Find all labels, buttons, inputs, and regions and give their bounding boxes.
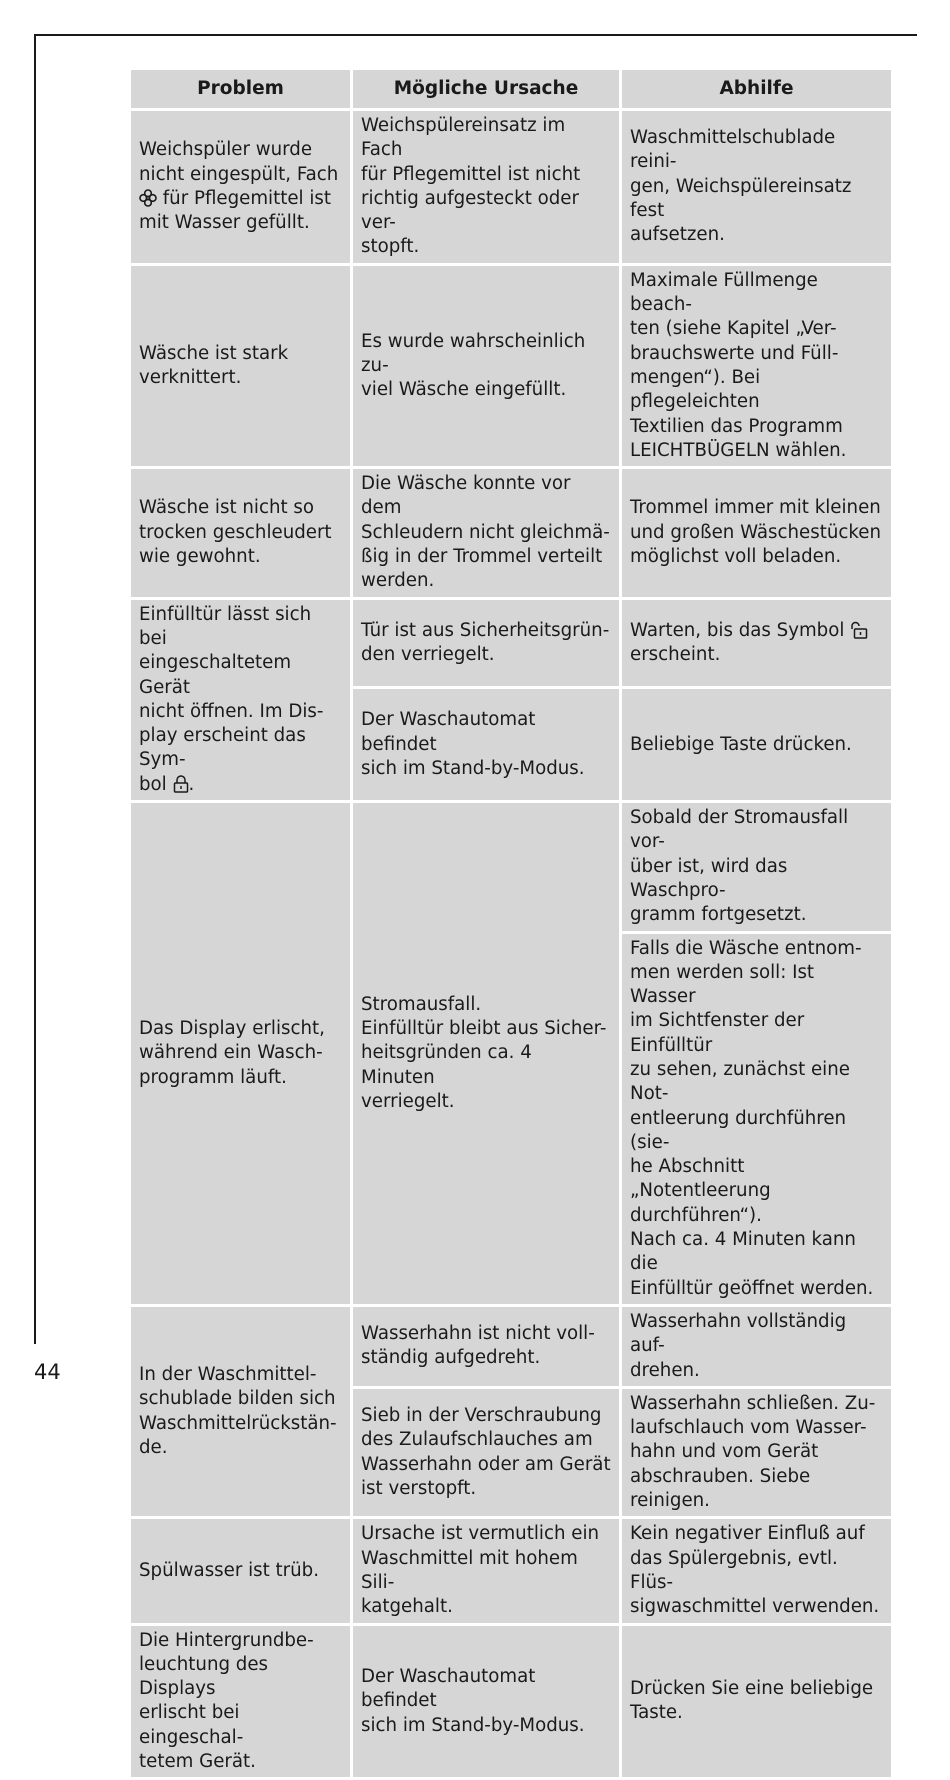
table-row bbox=[131, 600, 891, 687]
cause-cell: Stromausfall. Einfülltür bleibt aus Sicher- heitsgründen ca. 4 Minuten verriegelt. bbox=[353, 803, 619, 1304]
remedy-cell: Wasserhahn schließen. Zu- laufschlauch vom Wasser- hahn und vom Gerät abschrauben. Siebe reinigen. bbox=[622, 1389, 891, 1516]
problem-text-part: Weichspüler wurde nicht eingespült, Fach bbox=[139, 139, 339, 185]
cause-cell: Wasserhahn ist nicht voll- ständig aufgedreht. bbox=[353, 1307, 619, 1386]
table-row bbox=[131, 1626, 891, 1778]
lock-open-icon bbox=[850, 621, 868, 639]
remedy-cell: Warten, bis das Symbol erscheint. bbox=[622, 600, 891, 687]
table-row bbox=[131, 111, 891, 263]
problem-text-part: für Pflegemittel ist mit Wasser gefüllt. bbox=[139, 187, 332, 234]
remedy-cell: Trommel immer mit kleinen und großen Wäschestücken möglichst voll beladen. bbox=[622, 469, 891, 596]
remedy-cell: Kein negativer Einfluß auf das Spülergebnis, evtl. Flüs- sigwaschmittel verwenden. bbox=[622, 1519, 891, 1622]
table-header-row bbox=[131, 70, 891, 108]
problem-cell: Wäsche ist nicht so trocken geschleudert wie gewohnt. bbox=[131, 469, 350, 596]
frame-left-rule bbox=[34, 34, 36, 1344]
header-remedy: Abhilfe bbox=[622, 70, 891, 108]
table-row bbox=[131, 469, 891, 596]
cause-cell: Ursache ist vermutlich ein Waschmittel mit hohem Sili- katgehalt. bbox=[353, 1519, 619, 1622]
problem-cell bbox=[131, 111, 350, 263]
remedy-cell: Drücken Sie eine beliebige Taste. bbox=[622, 1626, 891, 1778]
lock-icon bbox=[173, 775, 189, 793]
header-cause: Mögliche Ursache bbox=[353, 70, 619, 108]
problem-cell: Wäsche ist stark verknittert. bbox=[131, 266, 350, 466]
problem-cell: Das Display erlischt, während ein Wasch- programm läuft. bbox=[131, 803, 350, 1304]
table-row bbox=[131, 266, 891, 466]
remedy-cell: Sobald der Stromausfall vor- über ist, wird das Waschpro- gramm fortgesetzt. bbox=[622, 803, 891, 930]
table-row bbox=[131, 803, 891, 930]
remedy-cell: Maximale Füllmenge beach- ten (siehe Kapitel „Ver- brauchswerte und Füll- mengen“). Bei pflegeleichten Textilien das Programm LEICHTBÜGELN wählen. bbox=[622, 266, 891, 466]
problem-cell: Einfülltür lässt sich bei eingeschaltetem Gerät nicht öffnen. Im Dis- play erscheint das Sym- bol . bbox=[131, 600, 350, 800]
flower-icon bbox=[139, 189, 157, 207]
table-row bbox=[131, 1519, 891, 1622]
table-row bbox=[131, 1307, 891, 1386]
remedy-cell: Beliebige Taste drücken. bbox=[622, 689, 891, 800]
cause-cell: Der Waschautomat befindet sich im Stand-by-Modus. bbox=[353, 689, 619, 800]
page-number: 44 bbox=[34, 1360, 61, 1384]
cause-cell: Die Wäsche konnte vor dem Schleudern nicht gleichmä- ßig in der Trommel verteilt werden. bbox=[353, 469, 619, 596]
problem-cell: Die Hintergrundbe- leuchtung des Displays erlischt bei eingeschal- tetem Gerät. bbox=[131, 1626, 350, 1778]
remedy-cell: Wasserhahn vollständig auf- drehen. bbox=[622, 1307, 891, 1386]
cause-cell: Weichspülereinsatz im Fach für Pflegemittel ist nicht richtig aufgesteckt oder ver- stopft. bbox=[353, 111, 619, 263]
remedy-cell: Falls die Wäsche entnom- men werden soll: Ist Wasser im Sichtfenster der Einfülltür zu sehen, zunächst eine Not- entleerung durchführen (sie- he Abschnitt „Notentleerung durchführen“). Nach ca. 4 Minuten kann die Einfülltür geöffnet werden. bbox=[622, 934, 891, 1304]
troubleshooting-table bbox=[128, 67, 894, 1780]
problem-cell: Spülwasser ist trüb. bbox=[131, 1519, 350, 1622]
remedy-cell: Waschmittelschublade reini- gen, Weichspülereinsatz fest aufsetzen. bbox=[622, 111, 891, 263]
cause-cell: Tür ist aus Sicherheitsgrün- den verriegelt. bbox=[353, 600, 619, 687]
cause-cell: Der Waschautomat befindet sich im Stand-by-Modus. bbox=[353, 1626, 619, 1778]
header-problem: Problem bbox=[131, 70, 350, 108]
cause-cell: Es wurde wahrscheinlich zu- viel Wäsche eingefüllt. bbox=[353, 266, 619, 466]
cause-cell: Sieb in der Verschraubung des Zulaufschlauches am Wasserhahn oder am Gerät ist verstopft. bbox=[353, 1389, 619, 1516]
frame-top-rule bbox=[34, 34, 917, 36]
problem-cell: In der Waschmittel- schublade bilden sich Waschmittelrückstän- de. bbox=[131, 1307, 350, 1516]
